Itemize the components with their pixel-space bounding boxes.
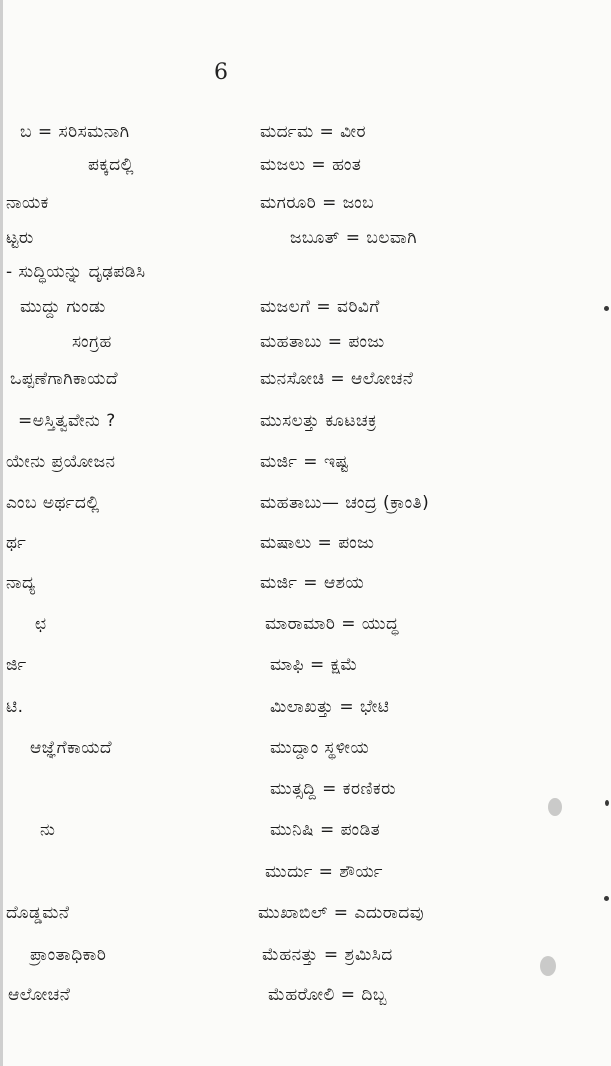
glossary-row (0, 779, 611, 815)
left-term: =ಅಸ್ತಿತ್ವವೇನು ? (18, 411, 116, 431)
left-term: ದೊಡ್ಡಮನೆ (6, 903, 70, 923)
left-term: ಯೇನು ಪ್ರಯೋಜನ (6, 452, 116, 472)
glossary-row (0, 228, 611, 264)
glossary-row (0, 903, 611, 939)
right-term: ಮರ್ಜಿ = ಇಷ್ಟ (260, 452, 349, 472)
glossary-row (0, 985, 611, 1021)
glossary-row (0, 738, 611, 774)
glossary-row (0, 155, 611, 191)
glossary-row (0, 573, 611, 609)
glossary-row (0, 820, 611, 856)
right-term: ಮಹತಾಬು— ಚಂದ್ರ (ಕ್ರಾಂತಿ) (260, 493, 430, 513)
glossary-row (0, 369, 611, 405)
glossary-row (0, 122, 611, 158)
scan-speck (540, 956, 556, 976)
right-term: ಮೆಹನತ್ತು = ಶ್ರಮಿಸಿದ (262, 945, 393, 965)
scan-speck (605, 800, 609, 806)
left-term: ಆಲೋಚನೆ (8, 985, 71, 1005)
left-term: ಟ್ಟರು (6, 228, 34, 248)
right-term: ಮರ್ಜಿ = ಆಶಯ (260, 573, 365, 593)
right-term: ಮಾರಾಮಾರಿ = ಯುದ್ಧ (265, 614, 399, 634)
left-term: ನು (40, 820, 56, 840)
glossary-row (0, 614, 611, 650)
glossary-row (0, 332, 611, 368)
right-term: ಮುಸಲತ್ತು ಕೂಟಚಕ್ರ (260, 411, 377, 431)
right-term: ಮಜಲು = ಹಂತ (260, 155, 362, 175)
glossary-row (0, 493, 611, 529)
right-term: ಮುದ್ದಾಂ ಸ್ಥಳೀಯ (270, 738, 370, 758)
right-term: ಮುನಿಷಿ = ಪಂಡಿತ (270, 820, 381, 840)
right-term: ಮರ್ದಮ = ವೀರ (260, 122, 367, 142)
glossary-row (0, 193, 611, 229)
left-term: ಪಕ್ಕದಲ್ಲಿ (88, 155, 134, 175)
glossary-row (0, 452, 611, 488)
glossary-row (0, 945, 611, 981)
left-term: ಆಜ್ಞೆಗೆಕಾಯದೆ (30, 738, 113, 758)
right-term: ಮಷಾಲು = ಪಂಜು (260, 533, 375, 553)
glossary-row (0, 297, 611, 333)
left-term: - ಸುದ್ಧಿಯನ್ನು ದೃಢಪಡಿಸಿ (6, 262, 146, 282)
glossary-row (0, 862, 611, 898)
left-term: ನಾದ್ಯ (6, 573, 36, 593)
left-term: ಮುದ್ದು ಗುಂಡು (20, 297, 106, 317)
left-term: ಒಪ್ಪಣೆಗಾಗಿಕಾಯದೆ (10, 369, 119, 389)
left-term: ರ್ಜಿ (6, 655, 27, 675)
right-term: ಮುಖಾಬಿಲ್ = ಎದುರಾದವು (258, 903, 425, 923)
right-term: ಮಗರೂರಿ = ಜಂಬ (260, 193, 375, 213)
scan-speck (548, 798, 562, 816)
left-term: ಸಂಗ್ರಹ (72, 332, 112, 352)
right-term: ಮಜಲಗೆ = ವರಿವಿಗೆ (260, 297, 380, 317)
page-number: 6 (214, 60, 228, 85)
right-term: ಮುರ್ದು = ಶೌರ್ಯ (265, 862, 383, 882)
right-term: ಜಬೂತ್ = ಬಲವಾಗಿ (290, 228, 418, 248)
scan-speck (604, 896, 609, 901)
scan-speck (604, 306, 609, 311)
left-term: ಬ = ಸರಿಸಮನಾಗಿ (20, 122, 130, 142)
left-term: ನಾಯಕ (6, 193, 49, 213)
glossary-row (0, 262, 611, 298)
right-term: ಮಾಫಿ = ಕ್ಷಮೆ (270, 655, 358, 675)
left-term: ಛ (35, 614, 47, 634)
left-term: ಟಿ. (6, 697, 24, 717)
right-term: ಮನಸೋಚಿ = ಆಲೋಚನೆ (260, 369, 414, 389)
right-term: ಮಿಲಾಖತ್ತು = ಭೇಟಿ (270, 697, 390, 717)
left-term: ಎಂಬ ಅರ್ಥದಲ್ಲಿ (6, 493, 100, 513)
glossary-row (0, 411, 611, 447)
right-term: ಮುತ್ಸದ್ದಿ = ಕರಣಿಕರು (270, 779, 397, 799)
glossary-row (0, 533, 611, 569)
glossary-row (0, 697, 611, 733)
left-term: ರ್ಥ (6, 533, 27, 553)
right-term: ಮಹತಾಬು = ಪಂಜು (260, 332, 385, 352)
right-term: ಮೆಹರೋಲಿ = ದಿಬ್ಬ (268, 985, 387, 1005)
left-term: ಪ್ರಾಂತಾಧಿಕಾರಿ (30, 945, 107, 965)
glossary-row (0, 655, 611, 691)
